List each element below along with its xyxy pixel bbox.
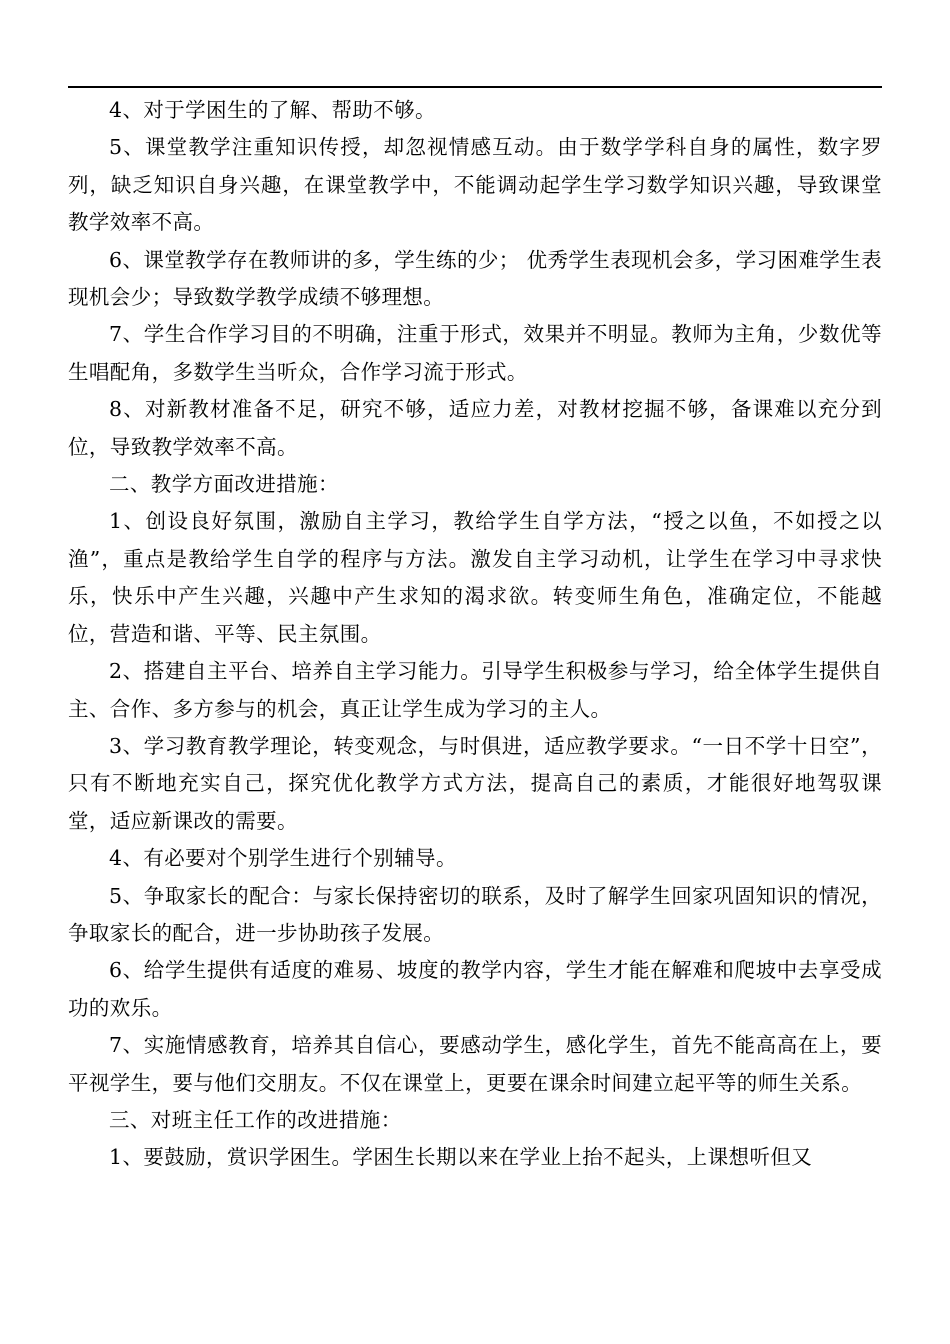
paragraph: 5、争取家长的配合：与家长保持密切的联系，及时了解学生回家巩固知识的情况，争取家长的配合，进一步协助孩子发展。 xyxy=(68,883,882,945)
paragraph: 4、对于学困生的了解、帮助不够。 xyxy=(109,98,436,122)
paragraph: 8、对新教材准备不足，研究不够，适应力差，对教材挖掘不够，备课难以充分到位，导致教学效率不高。 xyxy=(68,397,882,459)
paragraph: 1、创设良好氛围，激励自主学习，教给学生自学方法，“授之以鱼，不如授之以渔”，重点是教给学生自学的程序与方法。激发自主学习动机，让学生在学习中寻求快乐，快乐中产生兴趣，兴趣中产生求知的渴求欲。转变师生角色，准确定位，不能越位，营造和谐、平等、民主氛围。 xyxy=(68,509,882,646)
paragraph: 6、课堂教学存在教师讲的多，学生练的少； 优秀学生表现机会多，学习困难学生表现机会少；导致数学教学成绩不够理想。 xyxy=(68,247,882,310)
paragraph: 4、有必要对个别学生进行个别辅导。 xyxy=(109,846,457,871)
paragraph: 7、学生合作学习目的不明确，注重于形式，效果并不明显。教师为主角，少数优等生唱配角，多数学生当听众，合作学习流于形式。 xyxy=(68,322,882,384)
paragraph: 1、要鼓励，赏识学困生。学困生长期以来在学业上抬不起头，上课想听但又 xyxy=(109,1145,813,1170)
paragraph: 5、课堂教学注重知识传授，却忽视情感互动。由于数学学科自身的属性，数字罗列，缺乏知识自身兴趣，在课堂教学中，不能调动起学生学习数学知识兴趣，导致课堂教学效率不高。 xyxy=(68,135,882,235)
paragraph: 2、搭建自主平台、培养自主学习能力。引导学生积极参与学习，给全体学生提供自主、合作、多方参与的机会，真正让学生成为学习的主人。 xyxy=(68,659,882,721)
section-heading: 二、教学方面改进措施： xyxy=(109,472,339,497)
paragraph: 3、学习教育教学理论，转变观念，与时俱进，适应教学要求。“一日不学十日空”，只有不断地充实自己，探究优化教学方式方法，提高自己的素质，才能很好地驾驭课堂，适应新课改的需要。 xyxy=(68,733,882,833)
paragraph: 7、实施情感教育，培养其自信心，要感动学生，感化学生，首先不能高高在上，要平视学生，要与他们交朋友。不仅在课堂上，更要在课余时间建立起平等的师生关系。 xyxy=(68,1033,882,1095)
header-rule xyxy=(68,86,882,88)
paragraph: 6、给学生提供有适度的难易、坡度的教学内容，学生才能在解难和爬坡中去享受成功的欢乐。 xyxy=(68,958,882,1020)
section-heading: 三、对班主任工作的改进措施： xyxy=(109,1107,402,1132)
document-body xyxy=(68,92,882,1177)
